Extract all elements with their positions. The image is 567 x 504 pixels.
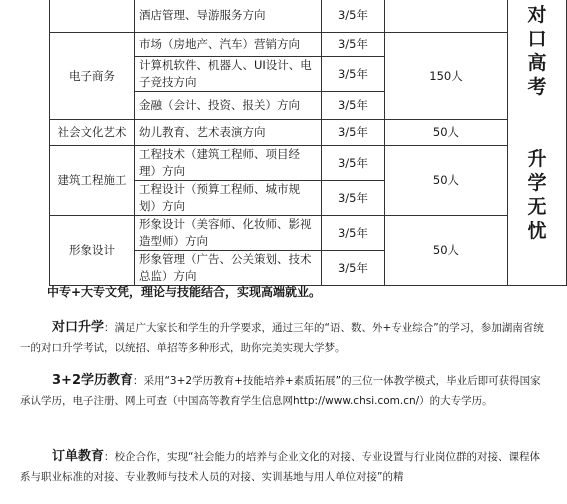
- major-cell: 形象设计: [50, 216, 135, 286]
- years-cell: 3/5年: [322, 57, 385, 92]
- section-paragraph: [20, 447, 547, 487]
- section-paragraph: [20, 371, 547, 411]
- years-cell: 3/5年: [322, 0, 385, 33]
- slogan: 中专+大专文凭，理论与技能结合，实现高端就业。: [47, 285, 322, 299]
- side-char: 考: [527, 76, 547, 98]
- major-cell: [50, 0, 135, 33]
- major-cell: 社会文化艺术: [50, 120, 135, 146]
- side-char: 口: [527, 28, 547, 50]
- section-lead: 3+2学历教育: [52, 373, 133, 388]
- years-cell: 3/5年: [322, 120, 385, 146]
- years-cell: 3/5年: [322, 181, 385, 216]
- direction-cell: 工程设计（预算工程师、城市规划）方向: [135, 181, 322, 216]
- side-char: 忧: [527, 220, 547, 242]
- direction-cell: 市场（房地产、汽车）营销方向: [135, 33, 322, 57]
- section-paragraph: [20, 318, 547, 358]
- years-cell: 3/5年: [322, 146, 385, 181]
- quota-cell: 150人: [385, 33, 508, 120]
- direction-cell: 计算机软件、机器人、UI设计、电子竞技方向: [135, 57, 322, 92]
- program-table: [49, 0, 567, 286]
- table-row: [50, 216, 567, 251]
- direction-cell: 工程技术（建筑工程师、项目经理）方向: [135, 146, 322, 181]
- direction-cell: 酒店管理、导游服务方向: [135, 0, 322, 33]
- direction-cell: 形象管理（广告、公关策划、技术总监）方向: [135, 251, 322, 286]
- section-text: ：满足广大家长和学生的升学要求，通过三年的“语、数、外+专业综合”的学习，参加湖南省统一的对口升学考试，以统招、单招等多种形式，助你完美实现大学梦。: [20, 322, 544, 354]
- direction-cell: 幼儿教育、艺术表演方向: [135, 120, 322, 146]
- section-lead: 对口升学: [52, 320, 105, 335]
- years-cell: 3/5年: [322, 251, 385, 286]
- direction-cell: 金融（会计、投资、报关）方向: [135, 92, 322, 120]
- side-char: 学: [527, 172, 547, 194]
- quota-cell: 50人: [385, 216, 508, 286]
- table-row: [50, 0, 567, 33]
- table-row: [50, 33, 567, 57]
- table-row: [50, 146, 567, 181]
- side-char: 无: [527, 196, 547, 218]
- side-label-top: [508, 0, 566, 99]
- side-label-cell: [508, 0, 567, 286]
- side-char: 升: [527, 148, 547, 170]
- section-text: ：校企合作，实现“社会能力的培养与企业文化的对接、专业设置与行业岗位群的对接、课程体系与职业标准的对接、专业教师与技术人员的对接、实训基地与用人单位对接”的精: [20, 451, 540, 483]
- quota-cell: 50人: [385, 146, 508, 216]
- major-cell: 电子商务: [50, 33, 135, 120]
- years-cell: 3/5年: [322, 92, 385, 120]
- quota-cell: [385, 0, 508, 33]
- direction-cell: 形象设计（美容师、化妆师、影视造型师）方向: [135, 216, 322, 251]
- major-cell: 建筑工程施工: [50, 146, 135, 216]
- years-cell: 3/5年: [322, 216, 385, 251]
- section-lead: 订单教育: [52, 449, 105, 464]
- quota-cell: 50人: [385, 120, 508, 146]
- years-cell: 3/5年: [322, 33, 385, 57]
- section-text: ：采用“3+2学历教育+技能培养+素质拓展”的三位一体教学模式，毕业后即可获得国家承认学历，电子注册、网上可查（中国高等教育学生信息网http://www.chsi.com.cn/）的大专学历。: [20, 375, 541, 407]
- side-char: 对: [527, 4, 547, 26]
- side-label-bottom: [508, 147, 566, 243]
- side-char: 高: [527, 52, 547, 74]
- table-row: [50, 120, 567, 146]
